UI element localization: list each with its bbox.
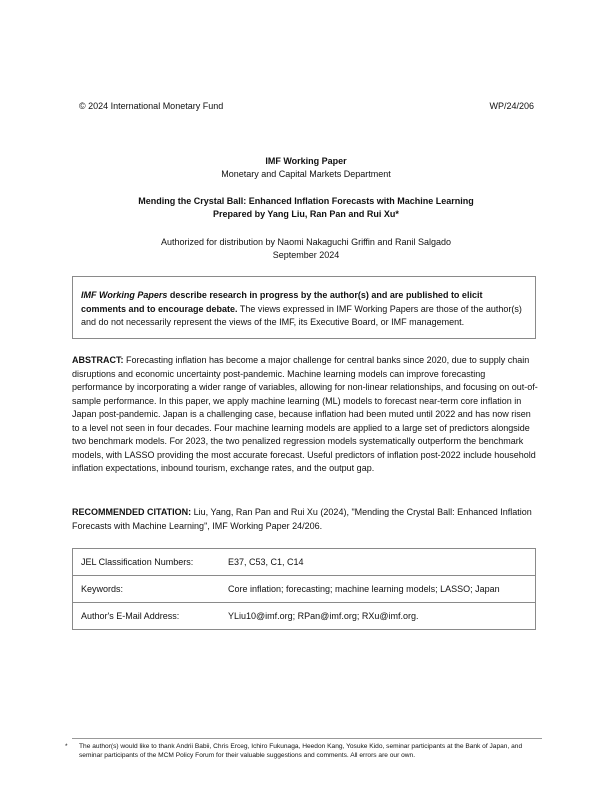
footnote-mark: * — [65, 743, 68, 750]
department-name: Monetary and Capital Markets Department — [221, 168, 391, 179]
citation-paragraph — [72, 506, 538, 533]
authorization-block — [72, 236, 540, 261]
paper-title-block — [72, 195, 540, 220]
jel-value: E37, C53, C1, C14 — [228, 549, 536, 576]
abstract-label: ABSTRACT: — [72, 355, 124, 365]
copyright-notice: © 2024 International Monetary Fund — [79, 101, 224, 111]
paper-title: Mending the Crystal Ball: Enhanced Inflation Forecasts with Machine Learning — [138, 196, 474, 206]
footnote — [65, 742, 541, 760]
table-row — [73, 603, 536, 630]
email-value: YLiu10@imf.org; RPan@imf.org; RXu@imf.org. — [228, 603, 536, 630]
authorized-by: Authorized for distribution by Naomi Nakaguchi Griffin and Ranil Salgado — [161, 237, 451, 247]
jel-label: JEL Classification Numbers: — [73, 549, 229, 576]
prepared-by: Prepared by Yang Liu, Ran Pan and Rui Xu* — [213, 208, 399, 219]
email-label: Author's E-Mail Address: — [73, 603, 229, 630]
publication-date: September 2024 — [272, 249, 340, 260]
keywords-value: Core inflation; forecasting; machine learning models; LASSO; Japan — [228, 576, 536, 603]
table-row — [73, 549, 536, 576]
series-name: IMF Working Paper — [265, 156, 347, 166]
footnote-divider — [72, 738, 542, 739]
abstract-paragraph — [72, 354, 538, 476]
abstract-text: Forecasting inflation has become a major challenge for central banks since 2020, due to supply chain disruptions and economic uncertainty post-pandemic. Machine learning models can improve forecasting performance by incorporating a wider range of variables, allowing for non-linear relationships, and focusing on out-of-sample performance. In this paper, we apply machine learning (ML) models to forecast near-term core inflation in Japan post-pandemic. Japan is a challenging case, because inflation had been muted until 2022 and has now risen to a level not seen in four decades. Four machine learning models are applied to a large set of predictors alongside two benchmark models. For 2023, the two penalized regression models systematically outperform the benchmark models, with LASSO providing the most accurate forecast. Useful predictors of inflation post-2022 include household inflation expectations, inbound tourism, exchange rates, and the output gap. — [72, 355, 538, 473]
citation-text: Liu, Yang, Ran Pan and Rui Xu (2024), "Mending the Crystal Ball: Enhanced Inflation Forecasts with Machine Learning", IMF Working Paper 24/206. — [72, 507, 532, 531]
working-paper-number: WP/24/206 — [489, 101, 534, 111]
disclaimer-box — [72, 276, 536, 339]
footnote-text: The author(s) would like to thank Andrii Babii, Chris Erceg, Ichiro Fukunaga, Heedon Kang, Yosuke Kido, seminar participants at the Bank of Japan, and seminar participants of the MCM Policy Forum for their valuable suggestions and comments. All errors are our own. — [79, 743, 523, 760]
disclaimer-plain-text: The views expressed in IMF Working Papers are those of the author(s) and do not necessarily represent the views of the IMF, its Executive Board, or IMF management. — [81, 303, 522, 327]
disclaimer-emph: IMF Working Papers — [81, 290, 168, 300]
disclaimer-bold-text: describe research in progress by the author(s) and are published to elicit comments and to encourage debate. — [81, 290, 483, 314]
info-table — [72, 548, 536, 630]
citation-label: RECOMMENDED CITATION: — [72, 507, 192, 517]
keywords-label: Keywords: — [73, 576, 229, 603]
title-block — [72, 155, 540, 180]
table-row — [73, 576, 536, 603]
